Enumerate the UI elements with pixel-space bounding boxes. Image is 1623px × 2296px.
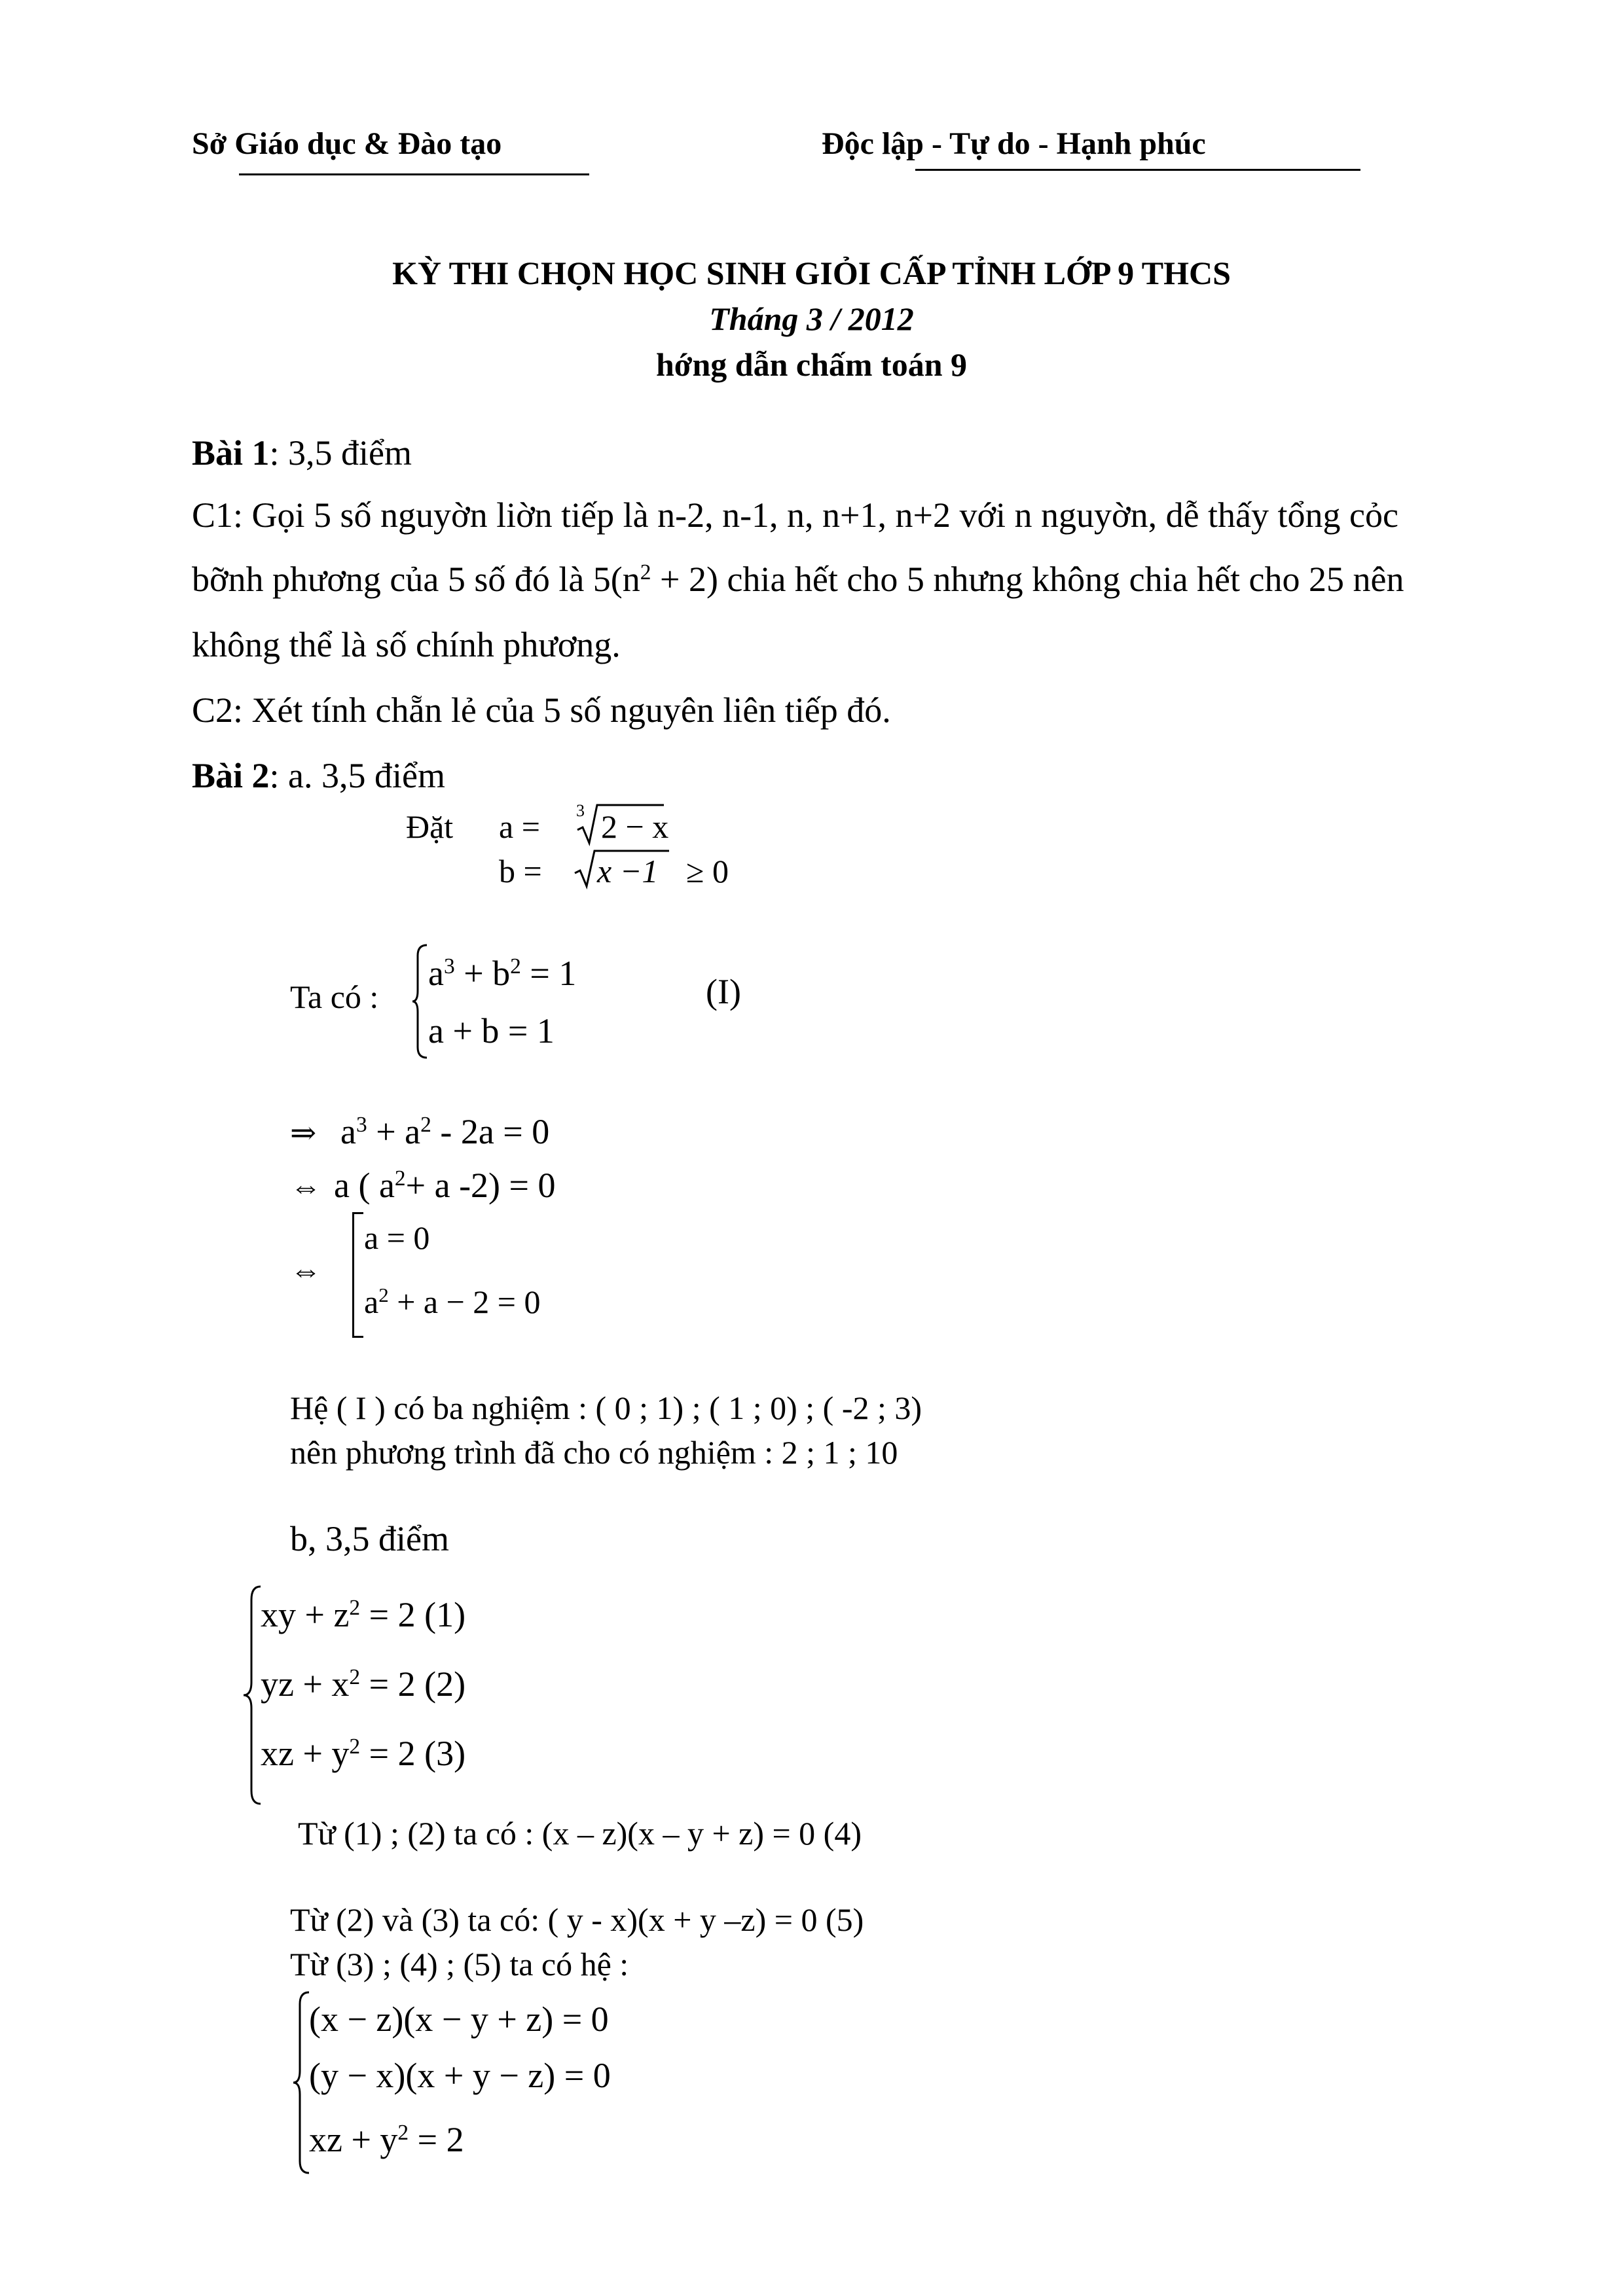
- sys2-l1-exp: 2: [349, 1595, 361, 1620]
- sys2-l3-rhs: = 2 (3): [360, 1734, 466, 1773]
- system-1-line2: a + b = 1: [428, 1011, 555, 1050]
- system-2-line3: [261, 1736, 465, 1771]
- b-radicand: x −1: [597, 853, 659, 889]
- step1-equation: [340, 1114, 549, 1149]
- system-2-line1: [261, 1597, 465, 1632]
- step1-exp2: 2: [420, 1112, 431, 1137]
- dat-label: Đặt: [406, 808, 454, 845]
- bai1-c1-line2-sup: 2: [640, 560, 651, 584]
- system-3-line3: [309, 2122, 464, 2157]
- sys2-l2-exp: 2: [349, 1664, 361, 1689]
- he-nghiem-line: Hệ ( I ) có ba nghiệm : ( 0 ; 1) ; ( 1 ; 0) ; ( -2 ; 3): [290, 1390, 922, 1426]
- sys1-exp2: 2: [510, 954, 521, 978]
- implies-sign: ⇒: [290, 1116, 317, 1151]
- case2-rest: + a − 2 = 0: [388, 1283, 541, 1320]
- step1-exp: 3: [356, 1112, 367, 1137]
- bai2-heading: [192, 758, 445, 793]
- exam-subtitle: hớng dẫn chấm toán 9: [655, 346, 968, 383]
- nghiem-line: nên phương trình đã cho có nghiệm : 2 ; 1 ; 10: [290, 1434, 898, 1471]
- case2-a: a: [364, 1283, 379, 1320]
- sys3-l3-rhs: = 2: [409, 2120, 464, 2159]
- step1-mid: + a: [367, 1112, 421, 1151]
- system-1-tag: (I): [706, 972, 741, 1011]
- sys2-l3-exp: 2: [349, 1734, 361, 1759]
- tu-1-2-line: Từ (1) ; (2) ta có : (x – z)(x – y + z) = 0 (4): [298, 1815, 862, 1852]
- bai1-c1-line2-post: + 2) chia hết cho 5 nhưng không chia hết cho 25 nên: [651, 560, 1404, 599]
- header-right: Độc lập - Tự do - Hạnh phúc: [822, 126, 1206, 161]
- step1-a: a: [340, 1112, 356, 1151]
- sys1-a: a: [428, 954, 444, 993]
- step2-a: a ( a: [334, 1166, 395, 1205]
- bai1-heading: [192, 435, 412, 471]
- bai1-c1-line3: không thể là số chính phương.: [192, 625, 621, 664]
- step1-rhs: - 2a = 0: [431, 1112, 550, 1151]
- case-bracket: [352, 1212, 363, 1338]
- sys1-b: + b: [454, 954, 511, 993]
- bai1-score: : 3,5 điểm: [269, 433, 412, 473]
- sys2-l3-a: xz + y: [261, 1734, 350, 1773]
- sys1-exp3: 3: [443, 954, 455, 978]
- sys2-l1-rhs: = 2 (1): [360, 1595, 466, 1634]
- bai2-label: Bài 2: [192, 756, 270, 795]
- system-1-line1: [428, 956, 576, 991]
- header-left-underline: [239, 173, 589, 175]
- case-2: [364, 1285, 541, 1318]
- bai2-part-b: b, 3,5 điểm: [290, 1519, 449, 1558]
- sys2-l1-a: xy + z: [261, 1595, 350, 1634]
- a-equals: a =: [499, 808, 540, 845]
- sys2-l2-a: yz + x: [261, 1664, 350, 1704]
- step2-rest: + a -2) = 0: [405, 1166, 556, 1205]
- iff-sign-1: ⇔: [290, 1170, 321, 1204]
- bai1-c1-line2-pre: bỡnh phương của 5 số đó là 5(n: [192, 560, 640, 599]
- sys1-rhs: = 1: [520, 954, 577, 993]
- exam-title: KỲ THI CHỌN HỌC SINH GIỎI CẤP TỈNH LỚP 9 THCS: [392, 255, 1231, 291]
- bai1-c1-line1: C1: Gọi 5 số nguyờn liờn tiếp là n-2, n-1, n, n+1, n+2 với n nguyờn, dễ thấy tổng cỏc: [192, 495, 1398, 535]
- header-right-underline: [915, 169, 1360, 171]
- tu-2-3-line: Từ (2) và (3) ta có: ( y - x)(x + y –z) = 0 (5): [290, 1901, 864, 1938]
- sys3-l3-exp: 2: [397, 2120, 409, 2145]
- b-equals: b =: [499, 853, 542, 889]
- b-condition: ≥ 0: [686, 853, 729, 889]
- bai2-part-a: : a. 3,5 điểm: [269, 756, 445, 795]
- case2-exp: 2: [378, 1283, 389, 1306]
- step2-equation: [334, 1168, 556, 1203]
- step2-exp: 2: [394, 1166, 406, 1191]
- ta-co-label: Ta có :: [290, 978, 379, 1015]
- a-root-index: 3: [576, 801, 585, 820]
- a-radicand: 2 − x: [601, 808, 669, 845]
- bai1-c2: C2: Xét tính chẵn lẻ của 5 số nguyên liên tiếp đó.: [192, 691, 891, 730]
- bai1-c1-line2: [192, 562, 1404, 597]
- tu-3-4-5-line: Từ (3) ; (4) ; (5) ta có hệ :: [290, 1946, 629, 1982]
- exam-date: Tháng 3 / 2012: [709, 300, 914, 337]
- system-2-line2: [261, 1666, 465, 1702]
- case-1: a = 0: [364, 1219, 430, 1256]
- iff-sign-2: ⇔: [290, 1253, 321, 1288]
- system-3-line2: (y − x)(x + y − z) = 0: [309, 2056, 611, 2095]
- sys3-l3-a: xz + y: [309, 2120, 398, 2159]
- bai1-label: Bài 1: [192, 433, 270, 473]
- header-left: Sở Giáo dục & Đào tạo: [192, 126, 502, 161]
- sys2-l2-rhs: = 2 (2): [360, 1664, 466, 1704]
- system-3-line1: (x − z)(x − y + z) = 0: [309, 2000, 609, 2039]
